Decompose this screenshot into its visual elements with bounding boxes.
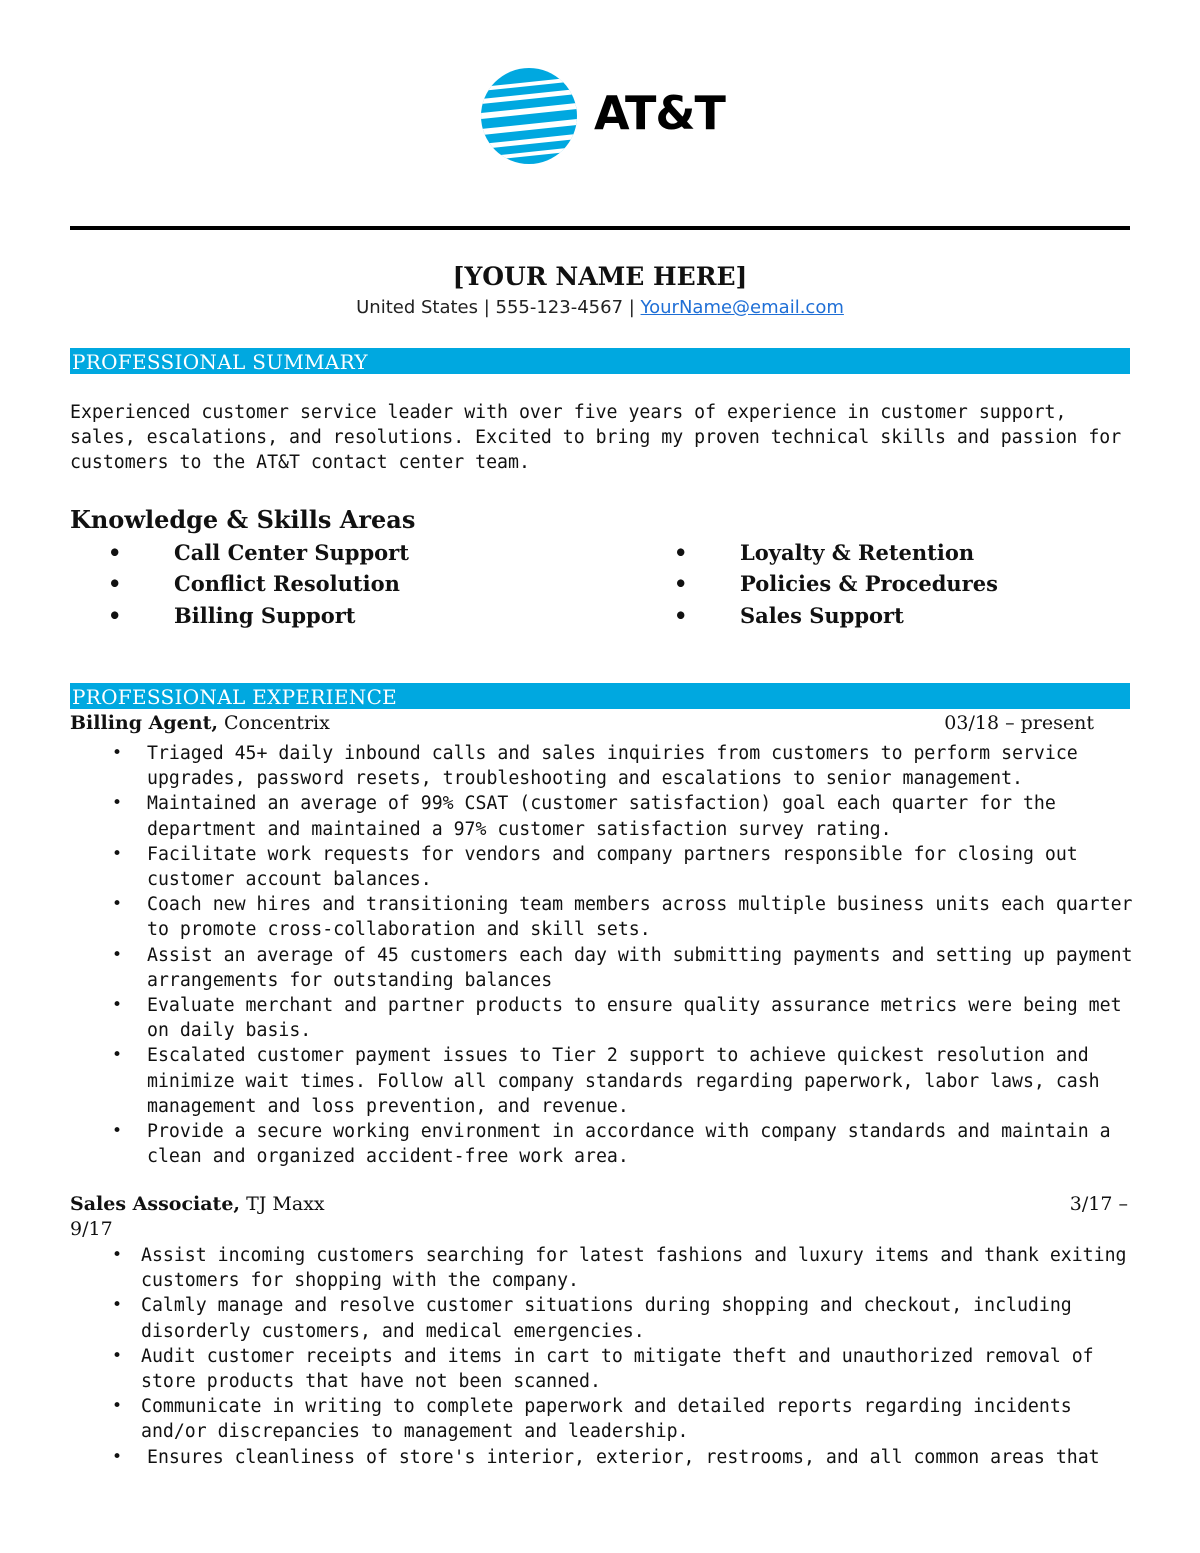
contact-info: United States | 555-123-4567 |: [356, 297, 641, 318]
summary-section-bar: [70, 348, 1130, 374]
resume-page: AT&T [YOUR NAME HERE] United States | 555-123-4567 | YourName@email.com PROFESSIONAL SUMMARY Experienced customer service leader with over five years of experience in customer support, sales, escalations, and resolutions. Excited to bring my proven technical skills and passion for customers to the AT&T contact center team. Knowledge & Skills Areas • Call Center Support • Conflict Resolution • Billing Support • Loyalty & Retention • Policies & Procedures • Sales Support PROFESSIONAL EXPERIENCE Billing Agent, Concentrix 03/18 – present • Triaged 45+ daily inbound calls and sales inquiries from customers to perform service upgrades, password resets, troubleshooting and escalations to senior management. • Maintained an average of 99% CSAT (customer satisfaction) goal each quarter for the department and maintained a 97% customer satisfaction survey rating. • Facilitate work requests for vendors and company partners responsible for closing out customer account balances. • Coach new hires and transitioning team members across multiple business units each quarter to promote cross-collaboration and skill sets. • Assist an average of 45 customers each day with submitting payments and setting up payment arrangements for outstanding balances • Evaluate merchant and partner products to ensure quality assurance metrics were being met on daily basis. • Escalated customer payment issues to Tier 2 support to achieve quickest resolution and minimize wait times. Follow all company standards regarding paperwork, labor laws, cash management and loss prevention, and revenue. • Provide a secure working environment in accordance with company standards and maintain a clean and organized accident-free work area. Sales Associate, TJ Maxx 3/17 – 9/17 • Assist incoming customers searching for latest fashions and luxury items and thank exiting customers for shopping with the company. • Calmly manage and resolve customer situations during shopping and checkout, including disorderly customers, and medical emergencies. • Audit customer receipts and items in cart to mitigate theft and unauthorized removal of store products that have not been scanned. • Communicate in writing to complete paperwork and detailed reports regarding incidents and/or discrepancies to management and leadership. • Ensures cleanliness of store's interior, exterior, restrooms, and all common areas that: [0, 0, 1200, 1553]
bullet-icon: •: [112, 894, 123, 915]
att-globe-icon: [478, 68, 580, 164]
list-item: • Assist an average of 45 customers each day with submitting payments and setting up payment arrangements for outstanding balances: [112, 944, 1133, 991]
bullet-icon: •: [112, 1045, 123, 1066]
job-title: Billing Agent,: [70, 712, 218, 734]
bullet-icon: •: [112, 995, 123, 1016]
job-company: Concentrix: [217, 712, 330, 734]
summary-text: Experienced customer service leader with over five years of experience in customer support, sales, escalations, and resolutions. Excited to bring my proven technical skills and passion for customers to the AT&T contact center team.: [70, 402, 1122, 473]
job-header: [70, 712, 1130, 738]
bullet-icon: •: [674, 603, 688, 628]
email-link[interactable]: YourName@email.com: [640, 297, 844, 318]
list-item: • Provide a secure working environment in accordance with company standards and maintain a clean and organized accident-free work area.: [112, 1121, 1111, 1168]
candidate-name: [YOUR NAME HERE]: [452, 262, 748, 291]
list-item: • Coach new hires and transitioning team members across multiple business units each quarter to promote cross-collaboration and skill sets.: [112, 894, 1133, 941]
bullet-icon: •: [108, 540, 122, 565]
experience-section-title: PROFESSIONAL EXPERIENCE: [72, 685, 398, 709]
job-dates: 03/18 – present: [944, 712, 1094, 734]
list-item: • Communicate in writing to complete paperwork and detailed reports regarding incidents and/or discrepancies to management and leadership.: [112, 1396, 1072, 1443]
bullet-icon: •: [112, 743, 123, 763]
list-item: • Triaged 45+ daily inbound calls and sales inquiries from customers to perform service upgrades, password resets, troubleshooting and escalations to senior management.: [112, 743, 1078, 790]
att-logo-text: AT&T: [594, 86, 725, 140]
bullet-icon: •: [108, 603, 122, 628]
job-header: [70, 1193, 1130, 1219]
bullet-icon: •: [112, 793, 123, 814]
job-company: TJ Maxx: [240, 1193, 325, 1215]
bullet-icon: •: [674, 540, 688, 565]
job-dates-wrap: [70, 1218, 1130, 1244]
list-item: • Escalated customer payment issues to Tier 2 support to achieve quickest resolution and minimize wait times. Follow all company standards regarding paperwork, labor laws, cash management and loss prevention, and revenue.: [112, 1045, 1100, 1117]
list-item: • Ensures cleanliness of store's interior, exterior, restrooms, and all common areas that: [70, 1445, 1140, 1470]
header-divider: [70, 226, 1130, 230]
experience-section-bar: [70, 683, 1130, 709]
list-item: • Maintained an average of 99% CSAT (customer satisfaction) goal each quarter for the department and maintained a 97% customer satisfaction survey rating.: [112, 793, 1056, 840]
job-bullet-list: [70, 1243, 1140, 1470]
list-item: • Assist incoming customers searching for latest fashions and luxury items and thank exiting customers for shopping with the company.: [112, 1245, 1127, 1292]
job-dates: 3/17 –: [1069, 1193, 1128, 1215]
bullet-icon: •: [108, 571, 122, 596]
summary-section-title: PROFESSIONAL SUMMARY: [72, 350, 368, 374]
bullet-icon: •: [112, 1396, 123, 1417]
bullet-icon: •: [674, 571, 688, 596]
bullet-icon: •: [112, 944, 123, 965]
job-dates-end: 9/17: [70, 1218, 113, 1240]
bullet-icon: •: [112, 1245, 123, 1265]
skills-heading: Knowledge & Skills Areas: [70, 505, 416, 534]
list-item: • Calmly manage and resolve customer situations during shopping and checkout, including disorderly customers, and medical emergencies.: [112, 1295, 1072, 1342]
bullet-icon: •: [112, 843, 123, 864]
bullet-icon: •: [112, 1446, 123, 1467]
list-item: • Evaluate merchant and partner products to ensure quality assurance metrics were being met on daily basis.: [112, 995, 1122, 1042]
bullet-icon: •: [112, 1121, 123, 1142]
bullet-icon: •: [112, 1295, 123, 1316]
bullet-icon: •: [112, 1345, 123, 1366]
list-item: • Facilitate work requests for vendors and company partners responsible for closing out customer account balances.: [112, 843, 1078, 891]
att-logo: [0, 68, 1200, 164]
list-item: • Audit customer receipts and items in cart to mitigate theft and unauthorized removal of store products that have not been scanned.: [112, 1345, 1094, 1393]
job-title: Sales Associate,: [70, 1193, 241, 1215]
contact-line: [0, 297, 1200, 318]
job-bullet-list: [70, 741, 1140, 1169]
